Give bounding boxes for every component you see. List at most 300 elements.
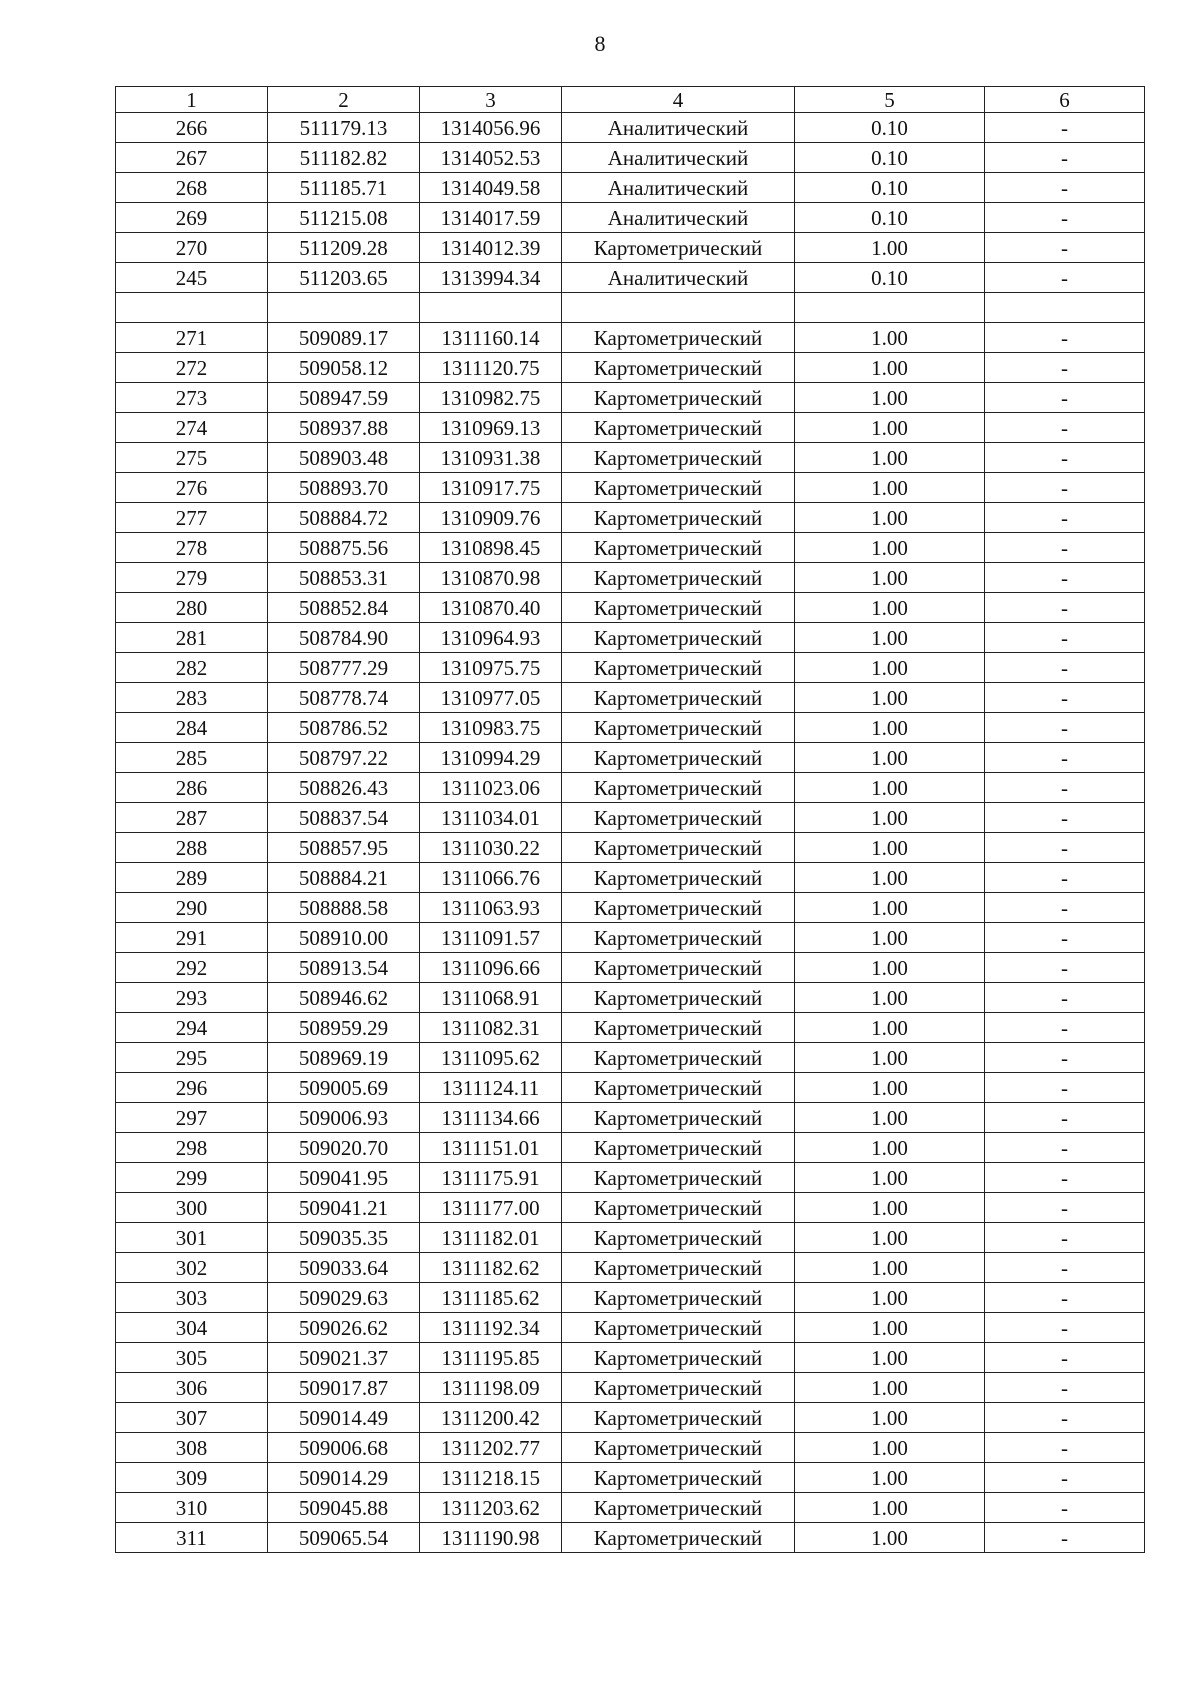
- note-cell: -: [985, 1313, 1145, 1343]
- table-header-row: [116, 87, 1145, 113]
- note-cell: -: [985, 1133, 1145, 1163]
- point-number-cell: 277: [116, 503, 268, 533]
- point-number-cell: 306: [116, 1373, 268, 1403]
- point-number-cell: 282: [116, 653, 268, 683]
- table-row: [116, 503, 1145, 533]
- point-number-cell: 303: [116, 1283, 268, 1313]
- note-cell: -: [985, 1523, 1145, 1553]
- accuracy-cell: 1.00: [795, 1283, 985, 1313]
- y-coordinate-cell: 1314049.58: [420, 173, 562, 203]
- table-row: [116, 833, 1145, 863]
- y-coordinate-cell: 1310969.13: [420, 413, 562, 443]
- table-row: [116, 923, 1145, 953]
- method-cell: Картометрический: [562, 503, 795, 533]
- accuracy-cell: 1.00: [795, 1493, 985, 1523]
- y-coordinate-cell: 1314052.53: [420, 143, 562, 173]
- accuracy-cell: 1.00: [795, 1463, 985, 1493]
- method-cell: Картометрический: [562, 443, 795, 473]
- method-cell: Картометрический: [562, 1073, 795, 1103]
- table-row: [116, 1253, 1145, 1283]
- y-coordinate-cell: 1310982.75: [420, 383, 562, 413]
- point-number-cell: 271: [116, 323, 268, 353]
- method-cell: Аналитический: [562, 143, 795, 173]
- y-coordinate-cell: 1314056.96: [420, 113, 562, 143]
- accuracy-cell: 1.00: [795, 1073, 985, 1103]
- note-cell: -: [985, 383, 1145, 413]
- method-cell: Картометрический: [562, 233, 795, 263]
- method-cell: Картометрический: [562, 1283, 795, 1313]
- point-number-cell: 296: [116, 1073, 268, 1103]
- y-coordinate-cell: 1311175.91: [420, 1163, 562, 1193]
- y-coordinate-cell: 1311218.15: [420, 1463, 562, 1493]
- table-row: [116, 113, 1145, 143]
- method-cell: Картометрический: [562, 1193, 795, 1223]
- y-coordinate-cell: 1311063.93: [420, 893, 562, 923]
- table-row: [116, 1103, 1145, 1133]
- table-row: [116, 983, 1145, 1013]
- accuracy-cell: 1.00: [795, 1313, 985, 1343]
- y-coordinate-cell: 1311023.06: [420, 773, 562, 803]
- x-coordinate-cell: 509035.35: [268, 1223, 420, 1253]
- y-coordinate-cell: 1310977.05: [420, 683, 562, 713]
- table-row: [116, 1403, 1145, 1433]
- x-coordinate-cell: 509026.62: [268, 1313, 420, 1343]
- column-header-4: 4: [562, 87, 795, 113]
- note-cell: [985, 293, 1145, 323]
- accuracy-cell: 1.00: [795, 863, 985, 893]
- table-row: [116, 1283, 1145, 1313]
- x-coordinate-cell: 508884.21: [268, 863, 420, 893]
- accuracy-cell: 1.00: [795, 953, 985, 983]
- method-cell: Картометрический: [562, 683, 795, 713]
- point-number-cell: 275: [116, 443, 268, 473]
- method-cell: Картометрический: [562, 533, 795, 563]
- table-row: [116, 1193, 1145, 1223]
- x-coordinate-cell: 508959.29: [268, 1013, 420, 1043]
- table-body: [116, 113, 1145, 1553]
- table-row: [116, 1223, 1145, 1253]
- accuracy-cell: 1.00: [795, 1343, 985, 1373]
- table-row: [116, 173, 1145, 203]
- accuracy-cell: 1.00: [795, 503, 985, 533]
- point-number-cell: 311: [116, 1523, 268, 1553]
- y-coordinate-cell: 1310983.75: [420, 713, 562, 743]
- note-cell: -: [985, 413, 1145, 443]
- accuracy-cell: 1.00: [795, 1403, 985, 1433]
- note-cell: -: [985, 803, 1145, 833]
- note-cell: -: [985, 743, 1145, 773]
- note-cell: -: [985, 623, 1145, 653]
- y-coordinate-cell: 1311185.62: [420, 1283, 562, 1313]
- point-number-cell: 284: [116, 713, 268, 743]
- accuracy-cell: 1.00: [795, 473, 985, 503]
- y-coordinate-cell: 1311096.66: [420, 953, 562, 983]
- note-cell: -: [985, 1043, 1145, 1073]
- table-row: [116, 1373, 1145, 1403]
- table-row: [116, 533, 1145, 563]
- coordinates-table: [115, 86, 1145, 1553]
- x-coordinate-cell: 508797.22: [268, 743, 420, 773]
- note-cell: -: [985, 143, 1145, 173]
- accuracy-cell: 0.10: [795, 263, 985, 293]
- y-coordinate-cell: 1311202.77: [420, 1433, 562, 1463]
- y-coordinate-cell: 1311034.01: [420, 803, 562, 833]
- x-coordinate-cell: 508875.56: [268, 533, 420, 563]
- point-number-cell: 301: [116, 1223, 268, 1253]
- method-cell: Картометрический: [562, 563, 795, 593]
- x-coordinate-cell: 508913.54: [268, 953, 420, 983]
- accuracy-cell: 1.00: [795, 1013, 985, 1043]
- table-row: [116, 323, 1145, 353]
- x-coordinate-cell: 508937.88: [268, 413, 420, 443]
- accuracy-cell: 1.00: [795, 533, 985, 563]
- x-coordinate-cell: 509058.12: [268, 353, 420, 383]
- note-cell: -: [985, 773, 1145, 803]
- table-row: [116, 353, 1145, 383]
- table-row: [116, 1523, 1145, 1553]
- accuracy-cell: 1.00: [795, 1223, 985, 1253]
- note-cell: -: [985, 233, 1145, 263]
- x-coordinate-cell: 508786.52: [268, 713, 420, 743]
- accuracy-cell: 1.00: [795, 383, 985, 413]
- x-coordinate-cell: 508903.48: [268, 443, 420, 473]
- table-row: [116, 1463, 1145, 1493]
- accuracy-cell: 1.00: [795, 593, 985, 623]
- table-row: [116, 233, 1145, 263]
- x-coordinate-cell: 511203.65: [268, 263, 420, 293]
- table-row: [116, 1343, 1145, 1373]
- accuracy-cell: 1.00: [795, 653, 985, 683]
- note-cell: -: [985, 443, 1145, 473]
- x-coordinate-cell: 508946.62: [268, 983, 420, 1013]
- accuracy-cell: 1.00: [795, 563, 985, 593]
- note-cell: -: [985, 1433, 1145, 1463]
- table-row: [116, 1433, 1145, 1463]
- x-coordinate-cell: [268, 293, 420, 323]
- accuracy-cell: [795, 293, 985, 323]
- note-cell: -: [985, 173, 1145, 203]
- table-row: [116, 713, 1145, 743]
- point-number-cell: 297: [116, 1103, 268, 1133]
- table-row: [116, 563, 1145, 593]
- note-cell: -: [985, 1013, 1145, 1043]
- point-number-cell: 299: [116, 1163, 268, 1193]
- method-cell: Картометрический: [562, 1103, 795, 1133]
- point-number-cell: 310: [116, 1493, 268, 1523]
- x-coordinate-cell: 508857.95: [268, 833, 420, 863]
- y-coordinate-cell: 1310994.29: [420, 743, 562, 773]
- method-cell: Картометрический: [562, 1013, 795, 1043]
- accuracy-cell: 1.00: [795, 1433, 985, 1463]
- accuracy-cell: 1.00: [795, 323, 985, 353]
- note-cell: -: [985, 353, 1145, 383]
- method-cell: Картометрический: [562, 1043, 795, 1073]
- x-coordinate-cell: 509006.93: [268, 1103, 420, 1133]
- x-coordinate-cell: 509020.70: [268, 1133, 420, 1163]
- method-cell: Картометрический: [562, 1343, 795, 1373]
- point-number-cell: 293: [116, 983, 268, 1013]
- y-coordinate-cell: 1311190.98: [420, 1523, 562, 1553]
- accuracy-cell: 1.00: [795, 233, 985, 263]
- accuracy-cell: 1.00: [795, 1043, 985, 1073]
- x-coordinate-cell: 508884.72: [268, 503, 420, 533]
- note-cell: -: [985, 1343, 1145, 1373]
- point-number-cell: 304: [116, 1313, 268, 1343]
- y-coordinate-cell: 1314017.59: [420, 203, 562, 233]
- note-cell: -: [985, 1163, 1145, 1193]
- point-number-cell: 270: [116, 233, 268, 263]
- note-cell: -: [985, 503, 1145, 533]
- x-coordinate-cell: 508852.84: [268, 593, 420, 623]
- point-number-cell: 276: [116, 473, 268, 503]
- method-cell: Картометрический: [562, 383, 795, 413]
- note-cell: -: [985, 863, 1145, 893]
- note-cell: -: [985, 1403, 1145, 1433]
- method-cell: Картометрический: [562, 353, 795, 383]
- x-coordinate-cell: 511209.28: [268, 233, 420, 263]
- method-cell: Картометрический: [562, 803, 795, 833]
- x-coordinate-cell: 508910.00: [268, 923, 420, 953]
- x-coordinate-cell: 509045.88: [268, 1493, 420, 1523]
- note-cell: -: [985, 653, 1145, 683]
- note-cell: -: [985, 1103, 1145, 1133]
- table-row: [116, 143, 1145, 173]
- point-number-cell: 280: [116, 593, 268, 623]
- method-cell: Картометрический: [562, 893, 795, 923]
- x-coordinate-cell: 509014.49: [268, 1403, 420, 1433]
- table-row: [116, 863, 1145, 893]
- table-row: [116, 203, 1145, 233]
- note-cell: -: [985, 113, 1145, 143]
- note-cell: -: [985, 1493, 1145, 1523]
- method-cell: Картометрический: [562, 983, 795, 1013]
- x-coordinate-cell: 509014.29: [268, 1463, 420, 1493]
- method-cell: Аналитический: [562, 203, 795, 233]
- point-number-cell: 278: [116, 533, 268, 563]
- y-coordinate-cell: 1311120.75: [420, 353, 562, 383]
- method-cell: [562, 293, 795, 323]
- y-coordinate-cell: 1311200.42: [420, 1403, 562, 1433]
- point-number-cell: 292: [116, 953, 268, 983]
- x-coordinate-cell: 509041.95: [268, 1163, 420, 1193]
- method-cell: Картометрический: [562, 1523, 795, 1553]
- y-coordinate-cell: 1311203.62: [420, 1493, 562, 1523]
- y-coordinate-cell: 1311151.01: [420, 1133, 562, 1163]
- table-row: [116, 443, 1145, 473]
- accuracy-cell: 1.00: [795, 413, 985, 443]
- note-cell: -: [985, 683, 1145, 713]
- table-row: [116, 1493, 1145, 1523]
- method-cell: Аналитический: [562, 113, 795, 143]
- column-header-5: 5: [795, 87, 985, 113]
- accuracy-cell: 1.00: [795, 443, 985, 473]
- table-row: [116, 1043, 1145, 1073]
- point-number-cell: [116, 293, 268, 323]
- x-coordinate-cell: 511182.82: [268, 143, 420, 173]
- y-coordinate-cell: 1310870.98: [420, 563, 562, 593]
- note-cell: -: [985, 1073, 1145, 1103]
- method-cell: Картометрический: [562, 593, 795, 623]
- y-coordinate-cell: 1311068.91: [420, 983, 562, 1013]
- accuracy-cell: 1.00: [795, 1133, 985, 1163]
- table-row: [116, 1013, 1145, 1043]
- method-cell: Картометрический: [562, 833, 795, 863]
- method-cell: Картометрический: [562, 413, 795, 443]
- point-number-cell: 298: [116, 1133, 268, 1163]
- point-number-cell: 288: [116, 833, 268, 863]
- y-coordinate-cell: 1314012.39: [420, 233, 562, 263]
- note-cell: -: [985, 923, 1145, 953]
- point-number-cell: 307: [116, 1403, 268, 1433]
- accuracy-cell: 1.00: [795, 743, 985, 773]
- method-cell: Картометрический: [562, 1463, 795, 1493]
- y-coordinate-cell: 1311124.11: [420, 1073, 562, 1103]
- x-coordinate-cell: 508947.59: [268, 383, 420, 413]
- accuracy-cell: 1.00: [795, 1523, 985, 1553]
- table-row: [116, 773, 1145, 803]
- point-number-cell: 291: [116, 923, 268, 953]
- method-cell: Картометрический: [562, 773, 795, 803]
- point-number-cell: 279: [116, 563, 268, 593]
- method-cell: Картометрический: [562, 863, 795, 893]
- y-coordinate-cell: 1311134.66: [420, 1103, 562, 1133]
- x-coordinate-cell: 508888.58: [268, 893, 420, 923]
- x-coordinate-cell: 509006.68: [268, 1433, 420, 1463]
- x-coordinate-cell: 509041.21: [268, 1193, 420, 1223]
- y-coordinate-cell: 1311066.76: [420, 863, 562, 893]
- accuracy-cell: 1.00: [795, 923, 985, 953]
- accuracy-cell: 0.10: [795, 113, 985, 143]
- method-cell: Картометрический: [562, 1403, 795, 1433]
- point-number-cell: 302: [116, 1253, 268, 1283]
- table-row: [116, 1313, 1145, 1343]
- note-cell: -: [985, 593, 1145, 623]
- accuracy-cell: 1.00: [795, 683, 985, 713]
- method-cell: Картометрический: [562, 1493, 795, 1523]
- point-number-cell: 289: [116, 863, 268, 893]
- y-coordinate-cell: 1311030.22: [420, 833, 562, 863]
- y-coordinate-cell: 1311182.01: [420, 1223, 562, 1253]
- note-cell: -: [985, 833, 1145, 863]
- point-number-cell: 274: [116, 413, 268, 443]
- point-number-cell: 295: [116, 1043, 268, 1073]
- method-cell: Картометрический: [562, 323, 795, 353]
- x-coordinate-cell: 509065.54: [268, 1523, 420, 1553]
- accuracy-cell: 1.00: [795, 353, 985, 383]
- y-coordinate-cell: 1311095.62: [420, 1043, 562, 1073]
- method-cell: Картометрический: [562, 713, 795, 743]
- table-row: [116, 623, 1145, 653]
- accuracy-cell: 1.00: [795, 1103, 985, 1133]
- accuracy-cell: 1.00: [795, 983, 985, 1013]
- accuracy-cell: 1.00: [795, 1253, 985, 1283]
- method-cell: Аналитический: [562, 173, 795, 203]
- table-row: [116, 413, 1145, 443]
- note-cell: -: [985, 893, 1145, 923]
- x-coordinate-cell: 508893.70: [268, 473, 420, 503]
- x-coordinate-cell: 509017.87: [268, 1373, 420, 1403]
- point-number-cell: 273: [116, 383, 268, 413]
- method-cell: Картометрический: [562, 1253, 795, 1283]
- x-coordinate-cell: 508826.43: [268, 773, 420, 803]
- table-row: [116, 683, 1145, 713]
- note-cell: -: [985, 983, 1145, 1013]
- x-coordinate-cell: 508778.74: [268, 683, 420, 713]
- table-row: [116, 383, 1145, 413]
- x-coordinate-cell: 511185.71: [268, 173, 420, 203]
- x-coordinate-cell: 509033.64: [268, 1253, 420, 1283]
- y-coordinate-cell: 1311182.62: [420, 1253, 562, 1283]
- accuracy-cell: 1.00: [795, 773, 985, 803]
- note-cell: -: [985, 1223, 1145, 1253]
- y-coordinate-cell: 1311192.34: [420, 1313, 562, 1343]
- point-number-cell: 308: [116, 1433, 268, 1463]
- table-row: [116, 593, 1145, 623]
- point-number-cell: 287: [116, 803, 268, 833]
- point-number-cell: 267: [116, 143, 268, 173]
- method-cell: Картометрический: [562, 473, 795, 503]
- accuracy-cell: 0.10: [795, 203, 985, 233]
- table-row: [116, 1133, 1145, 1163]
- table-row: [116, 1073, 1145, 1103]
- x-coordinate-cell: 508784.90: [268, 623, 420, 653]
- x-coordinate-cell: 508969.19: [268, 1043, 420, 1073]
- y-coordinate-cell: 1310964.93: [420, 623, 562, 653]
- x-coordinate-cell: 511215.08: [268, 203, 420, 233]
- y-coordinate-cell: 1311195.85: [420, 1343, 562, 1373]
- note-cell: -: [985, 203, 1145, 233]
- note-cell: -: [985, 323, 1145, 353]
- x-coordinate-cell: 508853.31: [268, 563, 420, 593]
- note-cell: -: [985, 1283, 1145, 1313]
- method-cell: Картометрический: [562, 1163, 795, 1193]
- point-number-cell: 283: [116, 683, 268, 713]
- method-cell: Картометрический: [562, 1433, 795, 1463]
- x-coordinate-cell: 509021.37: [268, 1343, 420, 1373]
- table-row: [116, 743, 1145, 773]
- table-row: [116, 953, 1145, 983]
- point-number-cell: 300: [116, 1193, 268, 1223]
- note-cell: -: [985, 713, 1145, 743]
- method-cell: Картометрический: [562, 923, 795, 953]
- method-cell: Картометрический: [562, 953, 795, 983]
- point-number-cell: 286: [116, 773, 268, 803]
- point-number-cell: 269: [116, 203, 268, 233]
- note-cell: -: [985, 563, 1145, 593]
- accuracy-cell: 0.10: [795, 173, 985, 203]
- table-row: [116, 473, 1145, 503]
- note-cell: -: [985, 953, 1145, 983]
- table-row: [116, 653, 1145, 683]
- table-row: [116, 293, 1145, 323]
- y-coordinate-cell: 1311082.31: [420, 1013, 562, 1043]
- note-cell: -: [985, 533, 1145, 563]
- method-cell: Картометрический: [562, 1373, 795, 1403]
- column-header-6: 6: [985, 87, 1145, 113]
- x-coordinate-cell: 511179.13: [268, 113, 420, 143]
- column-header-2: 2: [268, 87, 420, 113]
- accuracy-cell: 1.00: [795, 893, 985, 923]
- y-coordinate-cell: 1311091.57: [420, 923, 562, 953]
- point-number-cell: 272: [116, 353, 268, 383]
- y-coordinate-cell: 1310898.45: [420, 533, 562, 563]
- note-cell: -: [985, 1253, 1145, 1283]
- x-coordinate-cell: 509089.17: [268, 323, 420, 353]
- accuracy-cell: 1.00: [795, 1373, 985, 1403]
- point-number-cell: 281: [116, 623, 268, 653]
- x-coordinate-cell: 509029.63: [268, 1283, 420, 1313]
- column-header-3: 3: [420, 87, 562, 113]
